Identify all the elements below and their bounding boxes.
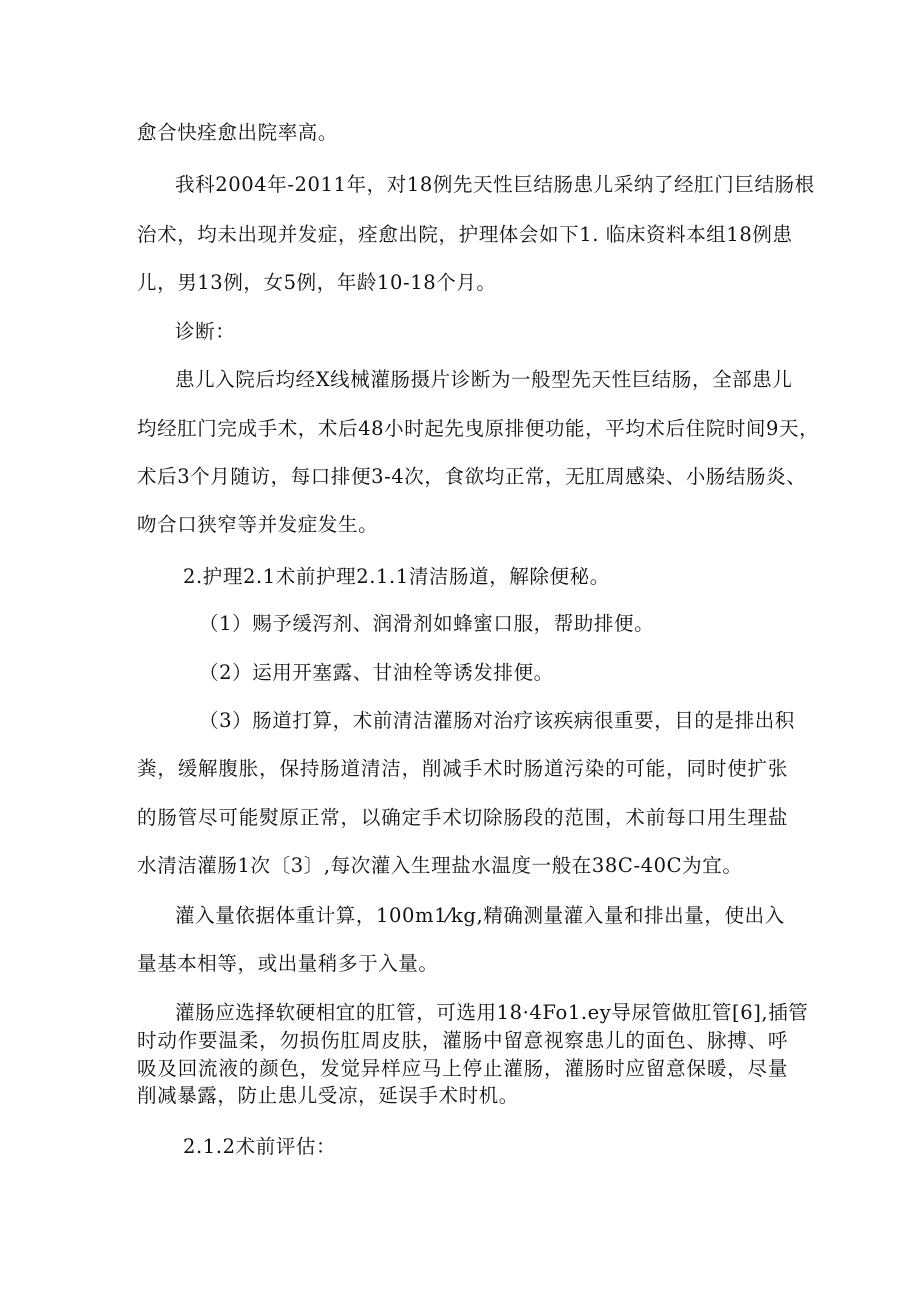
text-line: 粪，缓解腹胀，保持肠道清洁，削减手术时肠道污染的可能，同时使扩张 bbox=[137, 757, 788, 780]
text-line: 灌肠应选择软硬相宜的肛管，可选用18·4Fo1.ey导尿管做肛管[6],插管 bbox=[175, 1001, 809, 1024]
text-line: 灌入量依据体重计算，100m1⁄kg,精确测量灌入量和排出量，使出入 bbox=[175, 904, 785, 927]
text-line: 我科2004年-2011年，对18例先天性巨结肠患儿采纳了经肛门巨结肠根 bbox=[175, 173, 815, 196]
text-line: 儿，男13例，女5例，年龄10-18个月。 bbox=[137, 271, 497, 294]
text-line: 量基本相等，或出量稍多于入量。 bbox=[137, 952, 439, 975]
section-heading: 2.护理2.1术前护理2.1.1清洁肠道，解除便秘。 bbox=[183, 565, 610, 588]
text-line: 吻合口狭窄等并发症发生。 bbox=[137, 513, 379, 536]
list-item: （3）肠道打算，术前清洁灌肠对治疗该疾病很重要，目的是排出积 bbox=[199, 709, 795, 732]
list-item: （2）运用开塞露、甘油栓等诱发排便。 bbox=[199, 661, 554, 684]
text-line: 均经肛门完成手术，术后48小时起先曳原排便功能，平均术后住院时间9天， bbox=[137, 417, 820, 440]
text-line: 愈合快痊愈出院率高。 bbox=[137, 121, 339, 144]
text-line: 时动作要温柔，勿损伤肛周皮肤，灌肠中留意视察患儿的面色、脉搏、呼 bbox=[137, 1029, 788, 1052]
text-line: 削减暴露，防止患儿受凉，延误手术时机。 bbox=[137, 1084, 519, 1107]
text-line: 治术，均未出现并发症，痊愈出院，护理体会如下1. 临床资料本组18例患 bbox=[137, 223, 793, 246]
text-line: 术后3个月随访，每口排便3-4次，食欲均正常，无肛周感染、小肠结肠炎、 bbox=[137, 465, 807, 488]
section-heading: 诊断： bbox=[175, 320, 236, 343]
text-line: 患儿入院后均经X线械灌肠摄片诊断为一般型先天性巨结肠，全部患儿 bbox=[175, 368, 793, 391]
section-heading: 2.1.2术前评估： bbox=[183, 1135, 337, 1158]
list-item: （1）赐予缓泻剂、润滑剂如蜂蜜口服，帮助排便。 bbox=[199, 612, 655, 635]
text-line: 吸及回流液的颜色，发觉异样应马上停止灌肠，灌肠时应留意保暖，尽量 bbox=[137, 1057, 788, 1080]
text-line: 的肠管尽可能熨原正常，以确定手术切除肠段的范围，术前每口用生理盐 bbox=[137, 806, 788, 829]
text-line: 水清洁灌肠1次〔3〕,每次灌入生理盐水温度一般在38C-40C为宜。 bbox=[137, 854, 743, 877]
